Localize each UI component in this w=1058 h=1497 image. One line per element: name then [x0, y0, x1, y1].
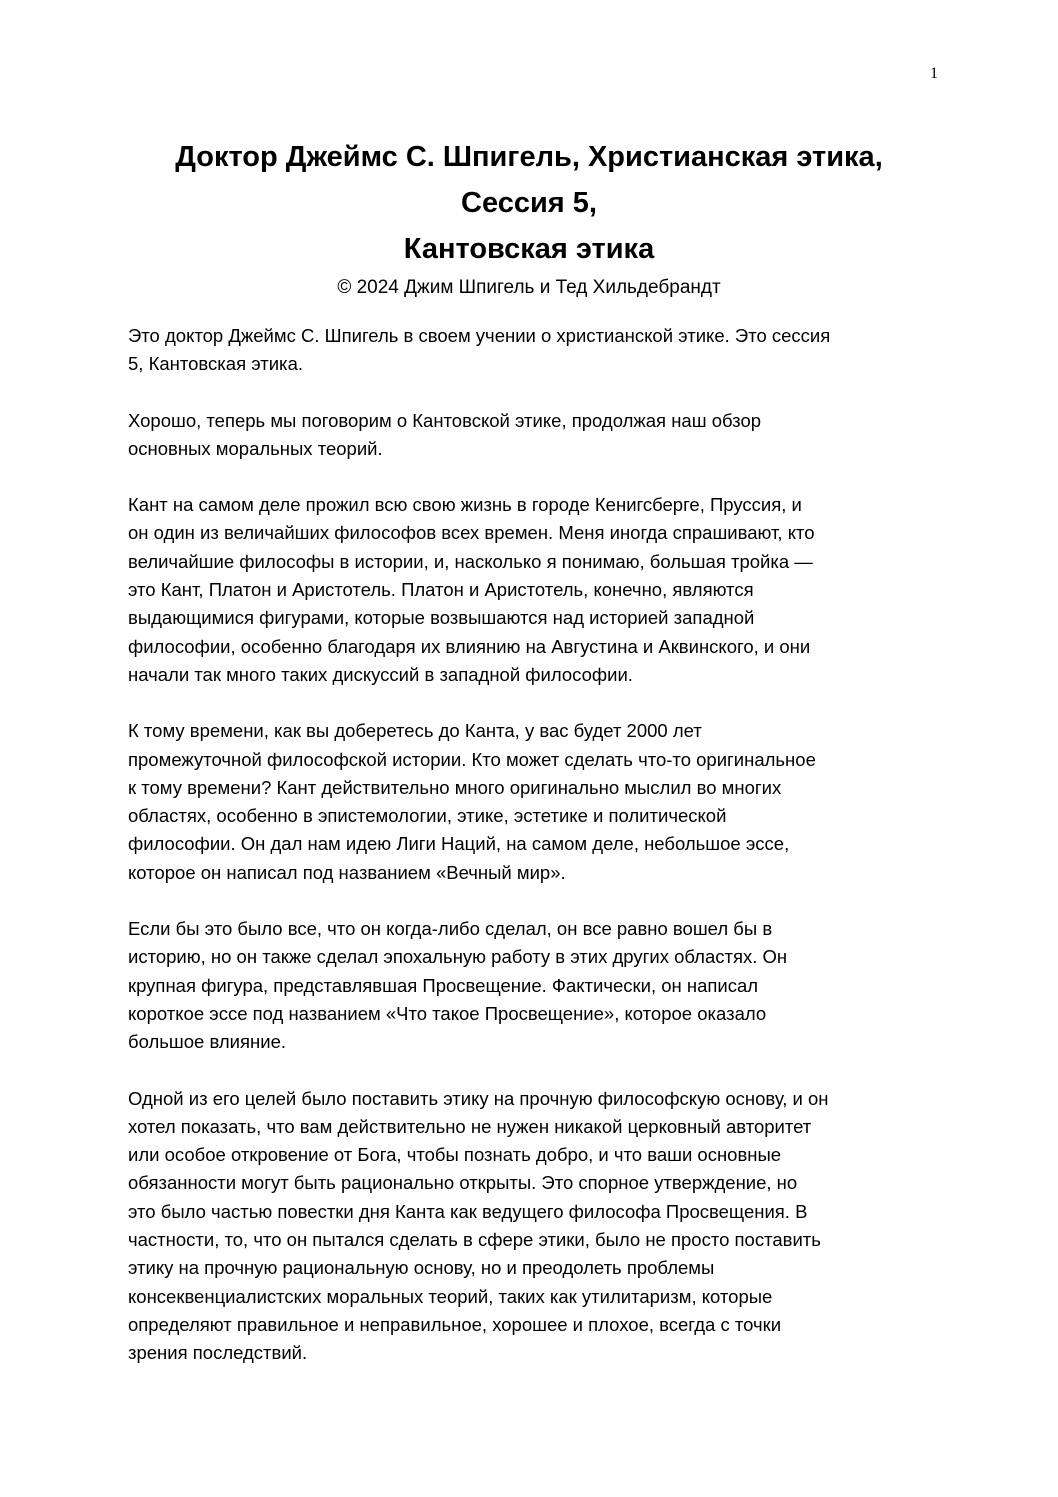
paragraph-enlightenment: Если бы это было все, что он когда-либо сделал, он все равно вошел бы в историю, но он также сделал эпохальную работу в этих других областях. Он крупная фигура, представлявшая Просвещение. Фактически, он написал короткое эссе под названием «Что такое Просвещение», которое оказало большое влияние. [128, 918, 788, 1053]
paragraph-intro: Это доктор Джеймс С. Шпигель в своем учении о христианской этике. Это сессия 5, Кантовская этика. [128, 325, 831, 375]
paragraph-kant-life: Кант на самом деле прожил всю свою жизнь в городе Кенигсберге, Пруссия, и он один из величайших философов всех времен. Меня иногда спрашивают, кто величайшие философы в истории, и, насколько я понимаю, большая тройка — это Кант, Платон и Аристотель. Платон и Аристотель, конечно, являются выдающимися фигурами, которые возвышаются над историей западной философии, особенно благодаря их влиянию на Августина и Аквинского, и они начали так много таких дискуссий в западной философии. [128, 494, 815, 685]
document-title-line-1: Доктор Джеймс С. Шпигель, Христианская этика, [175, 141, 883, 173]
document-title-line-3: Кантовская этика [403, 233, 655, 265]
paragraph-ethics-goal: Одной из его целей было поставить этику на прочную философскую основу, и он хотел показать, что вам действительно не нужен никакой церковный авторитет или особое откровение от Бога, чтобы познать добро, и что ваши основные обязанности могут быть рационально открыты. Это спорное утверждение, но это было частью повестки дня Канта как ведущего философа Просвещения. В частности, то, что он пытался сделать в сфере этики, было не просто поставить этику на прочную рациональную основу, но и преодолеть проблемы консеквенциалистских моральных теорий, таких как утилитаризм, которые определяют правильное и неправильное, хорошее и плохое, всегда с точки зрения последствий. [128, 1087, 829, 1364]
document-body [128, 322, 940, 1396]
page-number: 1 [930, 65, 938, 82]
paragraph-overview: Хорошо, теперь мы поговорим о Кантовской этике, продолжая наш обзор основных моральных теорий. [128, 409, 762, 459]
copyright-notice: © 2024 Джим Шпигель и Тед Хильдебрандт [337, 277, 721, 298]
document-title-line-2: Сессия 5, [461, 187, 597, 219]
paragraph-kant-originality: К тому времени, как вы доберетесь до Канта, у вас будет 2000 лет промежуточной философской истории. Кто может сделать что-то оригинальное к тому времени? Кант действительно много оригинально мыслил во многих областях, особенно в эпистемологии, этике, эстетике и политической философии. Он дал нам идею Лиги Наций, на самом деле, небольшое эссе, которое он написал под названием «Вечный мир». [128, 720, 816, 883]
title-block [100, 134, 958, 302]
